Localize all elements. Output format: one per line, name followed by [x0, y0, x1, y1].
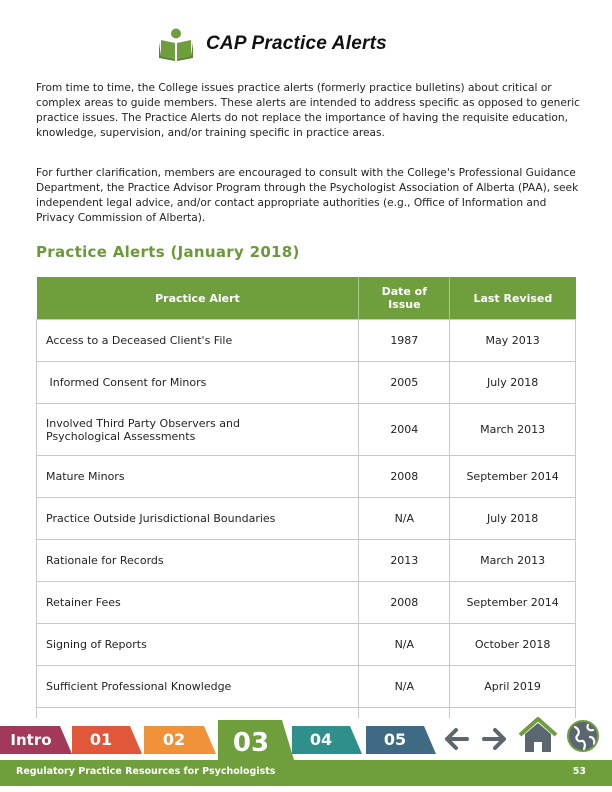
issue-date-cell: 2005	[359, 362, 450, 404]
issue-date-cell: 2013	[359, 540, 450, 582]
home-icon[interactable]	[518, 716, 558, 754]
alert-name-cell: Access to a Deceased Client's File	[37, 320, 359, 362]
tab-label: Intro	[10, 731, 52, 749]
issue-date-cell: 1987	[359, 320, 450, 362]
table-row	[37, 456, 576, 498]
practice-alerts-table	[36, 277, 576, 718]
revised-date-cell: July 2018	[450, 498, 576, 540]
column-header: Last Revised	[450, 277, 576, 320]
table-row	[37, 582, 576, 624]
tab-label: 03	[232, 728, 270, 758]
arrow-right-icon[interactable]	[481, 727, 507, 751]
column-header: Date of Issue	[359, 277, 450, 320]
issue-date-cell: 2004	[359, 404, 450, 456]
page-title: CAP Practice Alerts	[206, 33, 387, 54]
globe-icon[interactable]	[566, 719, 600, 753]
tab-label: 02	[162, 730, 186, 749]
alert-name-cell: Mature Minors	[37, 456, 359, 498]
tab-04[interactable]	[292, 726, 362, 754]
table-row	[37, 666, 576, 708]
issue-date-cell: N/A	[359, 624, 450, 666]
revised-date-cell: July 2018	[450, 362, 576, 404]
footer-title: Regulatory Practice Resources for Psychologists	[16, 766, 276, 777]
column-header: Practice Alert	[37, 277, 359, 320]
alert-name-cell: Sufficient Professional Knowledge	[37, 666, 359, 708]
alert-name-cell: Involved Third Party Observers and Psychological Assessments	[37, 404, 359, 456]
page-header	[158, 26, 387, 62]
revised-date-cell: April 2019	[450, 666, 576, 708]
table-row	[37, 540, 576, 582]
issue-date-cell: N/A	[359, 666, 450, 708]
revised-date-cell: September 2014	[450, 582, 576, 624]
revised-date-cell: March 2013	[450, 404, 576, 456]
revised-date-cell: September 2014	[450, 456, 576, 498]
tab-label: 05	[383, 730, 407, 749]
open-book-icon	[158, 27, 194, 61]
clarification-paragraph: For further clarification, members are encouraged to consult with the College's Professional Guidance Department, the Practice Advisor Program through the Psychologist Association of Alberta (PAA), seek independent legal advice, and/or contact appropriate authorities (e.g., Office of Information and Privacy Commission of Alberta).	[36, 167, 579, 224]
tab-02[interactable]	[144, 726, 216, 754]
table-row-continuation	[37, 708, 576, 719]
tab-01[interactable]	[72, 726, 142, 754]
revised-date-cell: May 2013	[450, 320, 576, 362]
table-row	[37, 404, 576, 456]
issue-date-cell: 2008	[359, 582, 450, 624]
table-row	[37, 498, 576, 540]
intro-paragraph: From time to time, the College issues practice alerts (formerly practice bulletins) about critical or complex areas to guide members. These alerts are intended to address specific as opposed to generic practice issues. The Practice Alerts do not replace the importance of having the requisite education, knowledge, supervision, and/or training specific in practice areas.	[36, 82, 581, 139]
alert-name-cell: Signing of Reports	[37, 624, 359, 666]
revised-date-cell: March 2013	[450, 540, 576, 582]
issue-date-cell: N/A	[359, 498, 450, 540]
alert-name-cell: Rationale for Records	[37, 540, 359, 582]
table-header-row	[37, 277, 576, 320]
arrow-left-icon[interactable]	[444, 727, 470, 751]
table-row	[37, 362, 576, 404]
issue-date-cell: 2008	[359, 456, 450, 498]
tab-03[interactable]	[218, 720, 294, 760]
table-row	[37, 624, 576, 666]
tab-05[interactable]	[366, 726, 436, 754]
section-heading: Practice Alerts (January 2018)	[36, 243, 300, 261]
alert-name-cell: Practice Outside Jurisdictional Boundaries	[37, 498, 359, 540]
alert-name-cell: Retainer Fees	[37, 582, 359, 624]
tab-label: 04	[309, 730, 333, 749]
tab-label: 01	[89, 730, 113, 749]
table-row	[37, 320, 576, 362]
alert-name-cell: Informed Consent for Minors	[37, 362, 359, 404]
revised-date-cell: October 2018	[450, 624, 576, 666]
page-number: 53	[572, 766, 586, 777]
tab-intro[interactable]	[0, 726, 72, 754]
